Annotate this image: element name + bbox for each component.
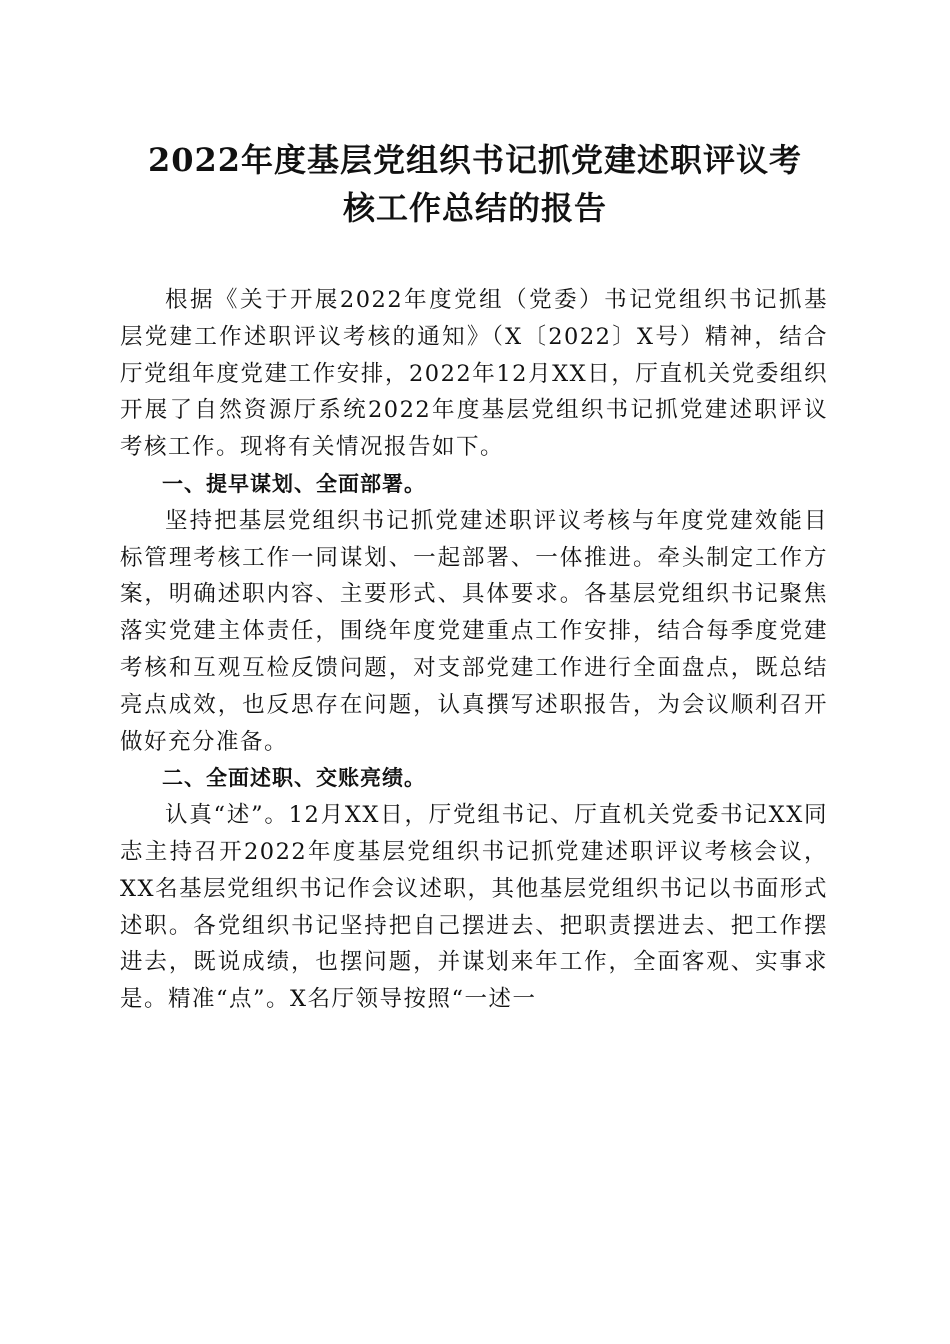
intro-paragraph: 根据《关于开展2022年度党组（党委）书记党组织书记抓基层党建工作述职评议考核的通知》（X〔2022〕X号）精神，结合厅党组年度党建工作安排，2022年12月XX日，厅直机关党委组织开展了自然资源厅系统2022年度基层党组织书记抓党建述职评议考核工作。现将有关情况报告如下。	[120, 287, 828, 461]
section-2-paragraph: 认真“述”。12月XX日，厅党组书记、厅直机关党委书记XX同志主持召开2022年度基层党组织书记抓党建述职评议考核会议，XX名基层党组织书记作会议述职，其他基层党组织书记以书面形式述职。各党组织书记坚持把自己摆进去、把职责摆进去、把工作摆进去，既说成绩，也摆问题，并谋划来年工作，全面客观、实事求是。精准“点”。X名厅领导按照“一述一	[120, 802, 828, 1013]
section-1-paragraph: 坚持把基层党组织书记抓党建述职评议考核与年度党建效能目标管理考核工作一同谋划、一起部署、一体推进。牵头制定工作方案，明确述职内容、主要形式、具体要求。各基层党组织书记聚焦落实党建主体责任，围绕年度党建重点工作安排，结合每季度党建考核和互观互检反馈问题，对支部党建工作进行全面盘点，既总结亮点成效，也反思存在问题，认真撰写述职报告，为会议顺利召开做好充分准备。	[120, 507, 828, 755]
document-title-line-2: 核工作总结的报告	[342, 189, 607, 227]
document-title-line-1: 2022年度基层党组织书记抓党建述职评议考	[147, 141, 803, 179]
document-title	[120, 136, 830, 232]
section-1-heading: 一、提早谋划、全面部署。	[162, 471, 426, 496]
document-body	[120, 282, 828, 1018]
section-2-heading: 二、全面述职、交账亮绩。	[162, 766, 426, 791]
